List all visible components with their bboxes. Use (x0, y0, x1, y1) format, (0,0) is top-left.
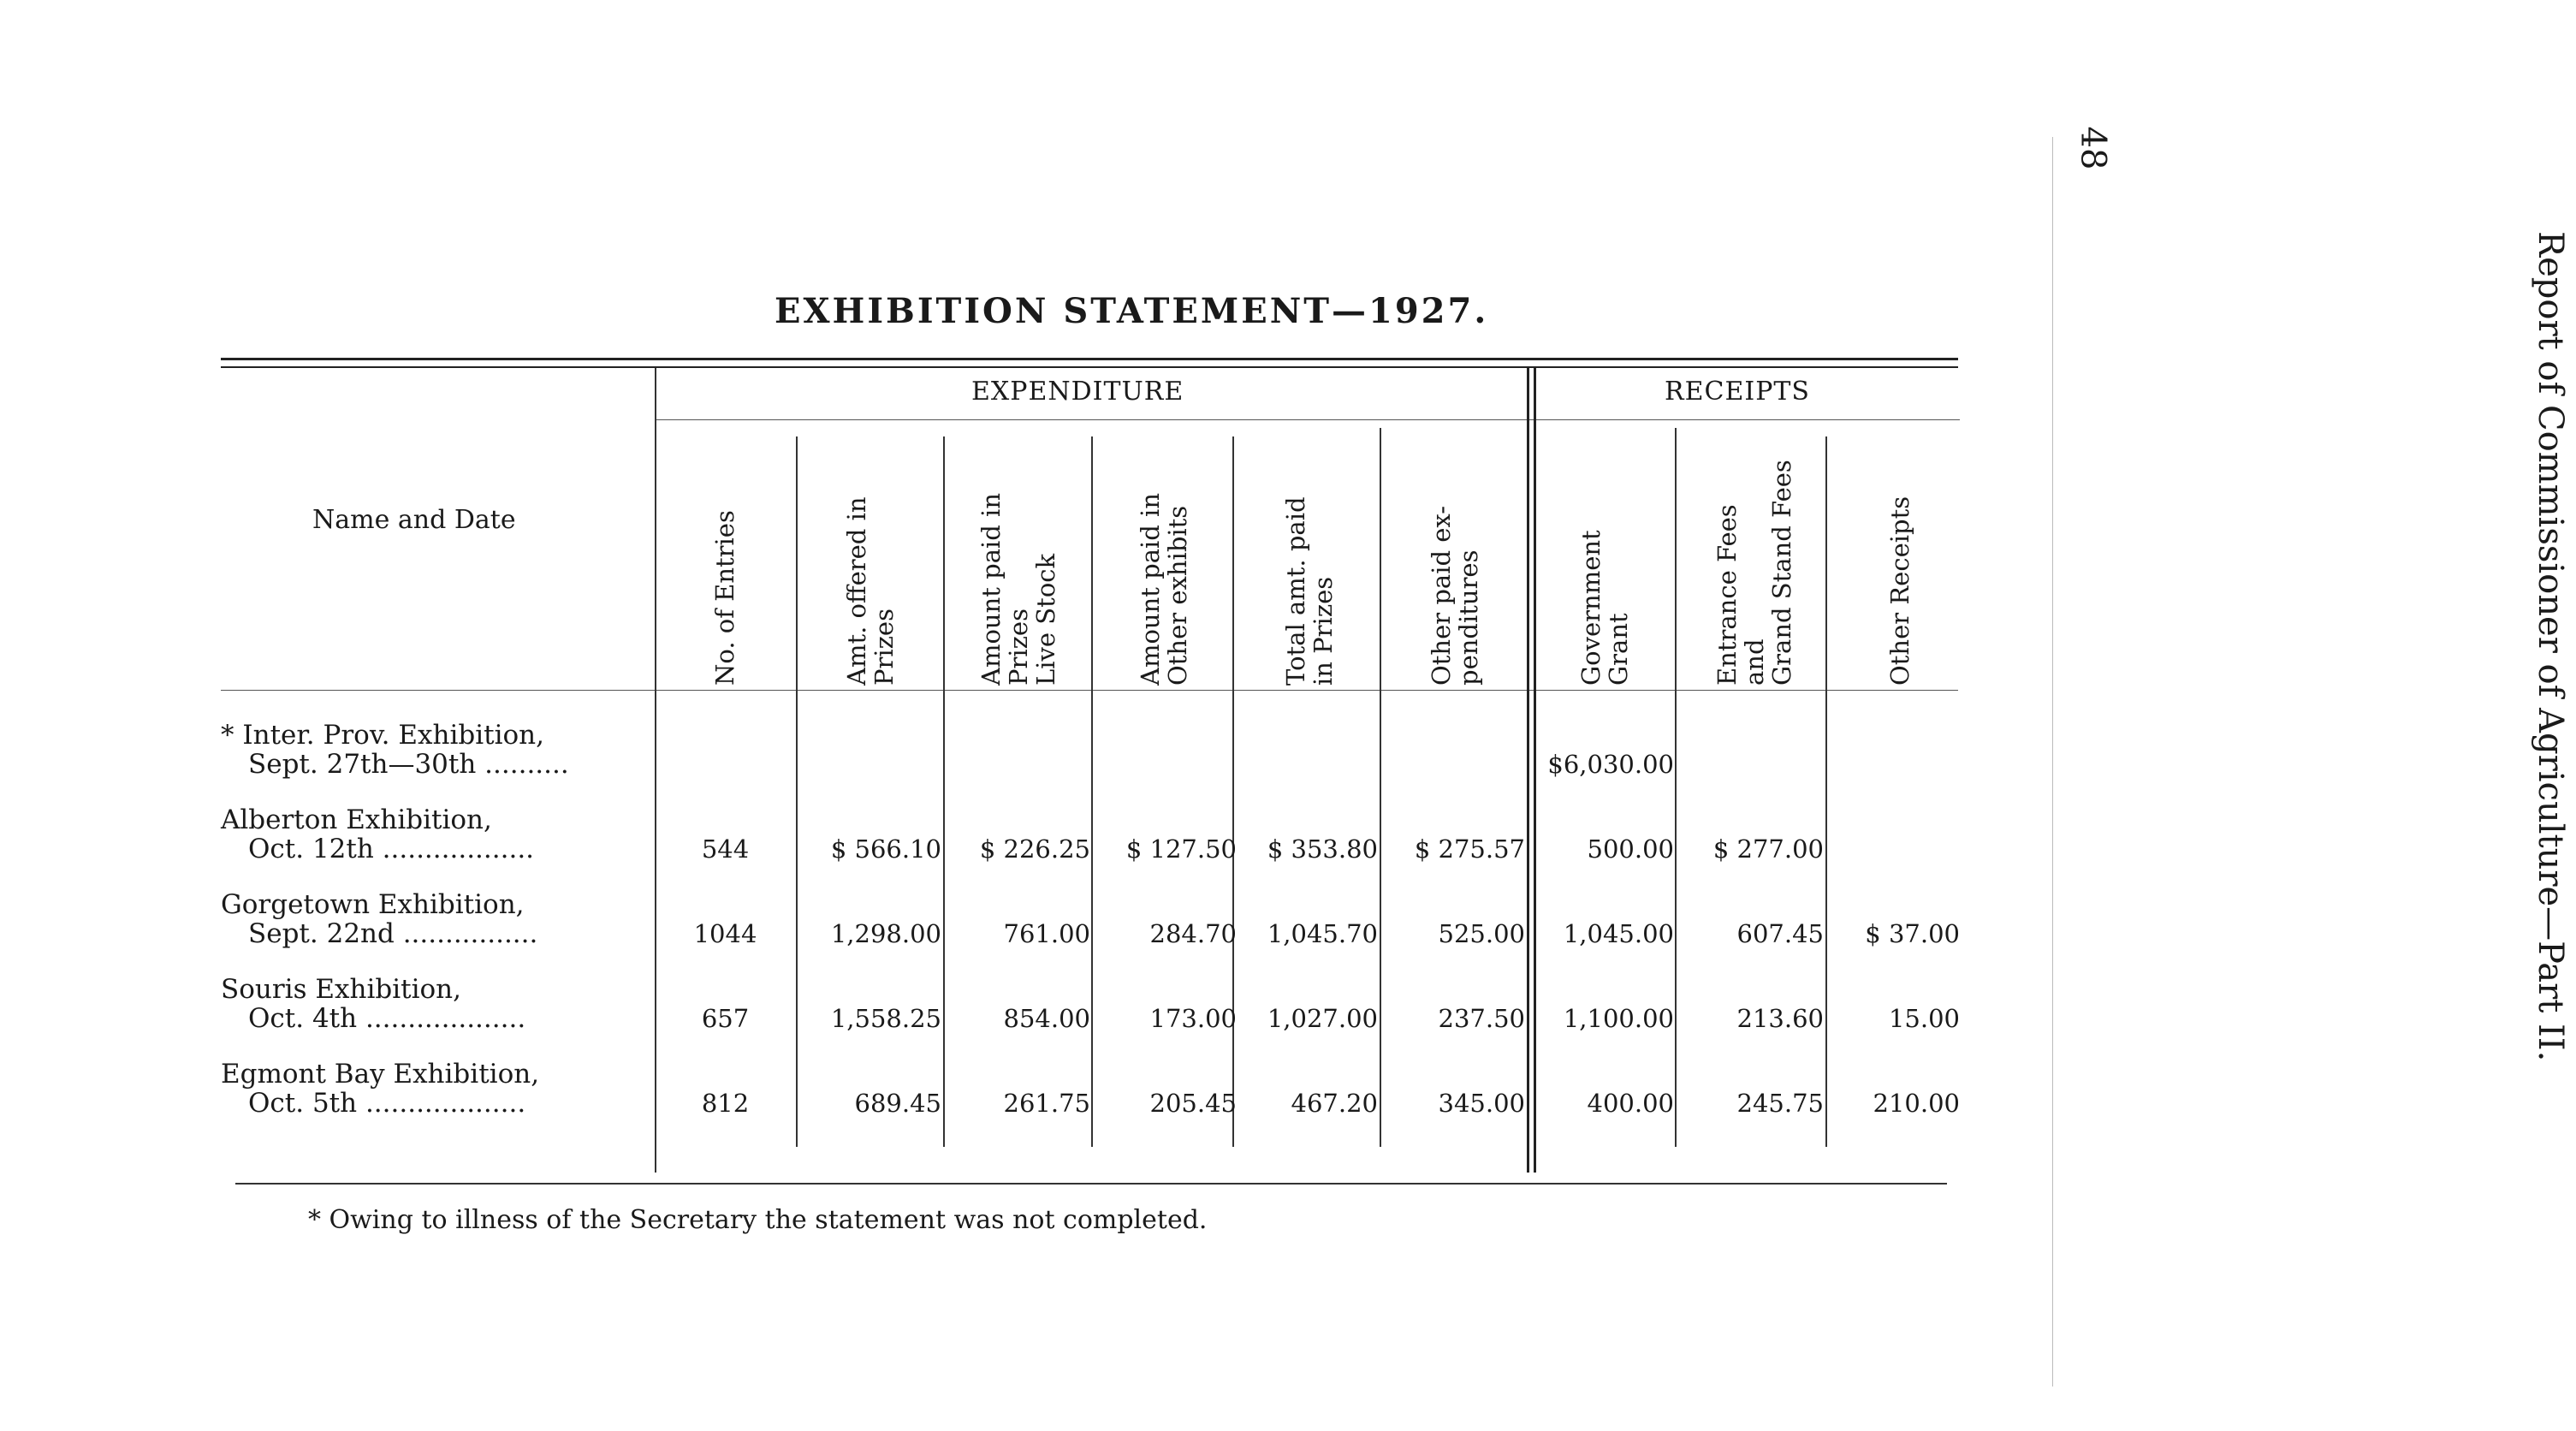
col-divider (655, 368, 656, 1173)
cell-other-expenditures: 345.00 (1438, 1089, 1525, 1118)
cell-government-grant: 400.00 (1587, 1089, 1674, 1118)
cell-total-paid: 1,027.00 (1267, 1004, 1378, 1033)
cell-livestock: 854.00 (1003, 1004, 1090, 1033)
col-header-government-grant: Government Grant (1576, 530, 1633, 686)
table-row-name: Egmont Bay Exhibition, Oct. 5th ................... (221, 1059, 540, 1119)
group-receipts: RECEIPTS (1665, 377, 1810, 407)
table-row-name: Alberton Exhibition, Oct. 12th .................. (221, 805, 535, 864)
table-row-name: Souris Exhibition, Oct. 4th ................... (221, 974, 526, 1034)
col-divider (1232, 436, 1234, 1147)
col-header-entrance-fees: Entrance Fees and Grand Stand Fees (1712, 460, 1796, 686)
col-header-livestock: Amount paid in Prizes Live Stock (976, 493, 1060, 686)
col-divider (1825, 436, 1827, 1147)
header-bottom-rule (221, 690, 1958, 691)
cell-government-grant: $6,030.00 (1547, 750, 1674, 779)
cell-entrance-fees: 245.75 (1736, 1089, 1824, 1118)
col-divider (1675, 428, 1677, 1147)
cell-other-exhibits: $ 127.50 (1125, 834, 1237, 864)
margin-rule (2052, 137, 2053, 1386)
footnote: * Owing to illness of the Secretary the statement was not completed. (308, 1205, 1208, 1235)
group-divider (655, 419, 1960, 420)
cell-entrance-fees: $ 277.00 (1712, 834, 1824, 864)
cell-other-receipts: 210.00 (1873, 1089, 1960, 1118)
table-bottom-rule (235, 1183, 1947, 1185)
cell-other-receipts: 15.00 (1888, 1004, 1960, 1033)
col-header-entries: No. of Entries (710, 510, 739, 686)
cell-total-paid: 1,045.70 (1267, 919, 1378, 948)
cell-amt-offered: 1,298.00 (830, 919, 941, 948)
col-header-amt-offered: Amt. offered in Prizes (842, 496, 899, 686)
cell-amt-offered: 689.45 (854, 1089, 941, 1118)
cell-other-expenditures: 237.50 (1438, 1004, 1525, 1033)
table-top-rule (221, 358, 1958, 360)
col-divider (1091, 436, 1093, 1147)
cell-other-receipts: $ 37.00 (1865, 919, 1960, 948)
cell-other-exhibits: 284.70 (1149, 919, 1237, 948)
group-expenditure: EXPENDITURE (971, 377, 1184, 407)
table-top-rule-2 (221, 366, 1958, 368)
running-head: Report of Commissioner of Agriculture—Part II. (2531, 231, 2570, 1062)
cell-entrance-fees: 213.60 (1736, 1004, 1824, 1033)
page-number: 48 (2073, 126, 2113, 170)
cell-government-grant: 1,045.00 (1563, 919, 1674, 948)
cell-amt-offered: $ 566.10 (830, 834, 941, 864)
page-title: EXHIBITION STATEMENT—1927. (775, 291, 1489, 331)
cell-livestock: 761.00 (1003, 919, 1090, 948)
cell-other-expenditures: 525.00 (1438, 919, 1525, 948)
name-and-date-header: Name and Date (312, 505, 516, 535)
col-divider-heavy (1527, 368, 1529, 1173)
cell-entrance-fees: 607.45 (1736, 919, 1824, 948)
cell-total-paid: 467.20 (1291, 1089, 1378, 1118)
cell-livestock: 261.75 (1003, 1089, 1090, 1118)
cell-other-exhibits: 205.45 (1149, 1089, 1237, 1118)
col-divider (796, 436, 798, 1147)
cell-other-expenditures: $ 275.57 (1414, 834, 1525, 864)
col-header-total-paid: Total amt. paid in Prizes (1281, 496, 1338, 686)
col-header-other-receipts: Other Receipts (1885, 496, 1914, 686)
cell-entries: 657 (701, 1004, 750, 1033)
cell-entries: 812 (701, 1089, 750, 1118)
cell-government-grant: 500.00 (1587, 834, 1674, 864)
cell-total-paid: $ 353.80 (1267, 834, 1378, 864)
col-divider-heavy (1534, 368, 1536, 1173)
col-divider (1380, 428, 1381, 1147)
col-header-other-expenditures: Other paid ex- penditures (1427, 505, 1483, 686)
cell-other-exhibits: 173.00 (1149, 1004, 1237, 1033)
col-header-other-exhibits: Amount paid in Other exhibits (1136, 493, 1192, 686)
cell-entries: 1044 (693, 919, 757, 948)
cell-livestock: $ 226.25 (979, 834, 1090, 864)
cell-amt-offered: 1,558.25 (830, 1004, 941, 1033)
table-row-name: * Inter. Prov. Exhibition, Sept. 27th—30th .......... (221, 720, 569, 780)
cell-government-grant: 1,100.00 (1563, 1004, 1674, 1033)
cell-entries: 544 (701, 834, 750, 864)
col-divider (943, 436, 945, 1147)
table-row-name: Gorgetown Exhibition, Sept. 22nd ................ (221, 889, 538, 949)
